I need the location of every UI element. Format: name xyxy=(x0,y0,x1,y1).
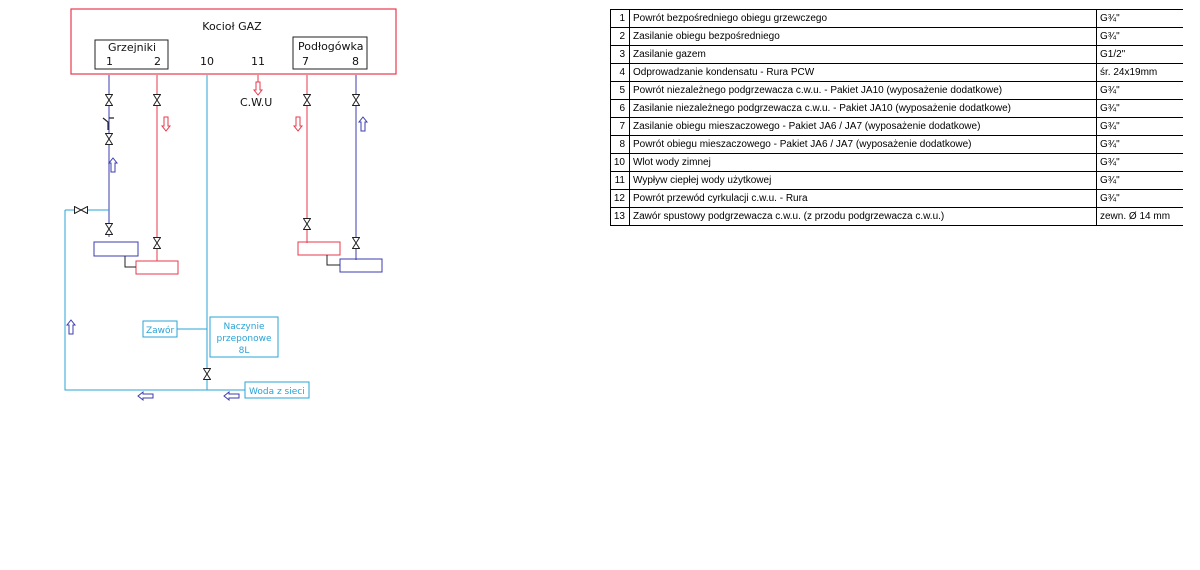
table-row xyxy=(611,190,1184,208)
row-description: Powrót niezależnego podgrzewacza c.w.u. - Pakiet JA10 (wyposażenie dodatkowe) xyxy=(630,82,1097,100)
table-row xyxy=(611,64,1184,82)
valve-icon xyxy=(106,95,113,106)
row-description: Odprowadzanie kondensatu - Rura PCW xyxy=(630,64,1097,82)
row-description: Zasilanie gazem xyxy=(630,46,1097,64)
port-2: 2 xyxy=(154,55,161,68)
row-number: 8 xyxy=(611,136,630,154)
flow-down-arrow-icon xyxy=(294,117,302,131)
table-row xyxy=(611,10,1184,28)
table-row xyxy=(611,208,1184,226)
row-number: 3 xyxy=(611,46,630,64)
row-number: 2 xyxy=(611,28,630,46)
row-number: 4 xyxy=(611,64,630,82)
mains-left-arrow-icon xyxy=(224,392,239,400)
valve-icon xyxy=(304,95,311,106)
loop-left-arrow-icon xyxy=(138,392,153,400)
table-row xyxy=(611,136,1184,154)
table-row xyxy=(611,46,1184,64)
floor-link xyxy=(327,255,340,265)
row-number: 10 xyxy=(611,154,630,172)
mains-water-label: Woda z sieci xyxy=(249,387,305,397)
port-11: 11 xyxy=(251,55,265,68)
row-description: Wlot wody zimnej xyxy=(630,154,1097,172)
table-row xyxy=(611,28,1184,46)
expansion-vessel-line-2: przeponowe xyxy=(216,334,272,344)
floor-return-box xyxy=(340,259,382,272)
row-value: G¾" xyxy=(1097,10,1184,28)
port-7: 7 xyxy=(302,55,309,68)
row-number: 1 xyxy=(611,10,630,28)
row-value: zewn. Ø 14 mm xyxy=(1097,208,1184,226)
floor-heating-label: Podłogówka xyxy=(298,40,364,53)
radiators-label: Grzejniki xyxy=(108,41,157,54)
row-number: 7 xyxy=(611,118,630,136)
valve-icon xyxy=(154,95,161,106)
table-row xyxy=(611,172,1184,190)
radiator-supply-box xyxy=(136,261,178,274)
connections-table xyxy=(610,9,1183,226)
row-description: Zawór spustowy podgrzewacza c.w.u. (z przodu podgrzewacza c.w.u.) xyxy=(630,208,1097,226)
row-value: G¾" xyxy=(1097,172,1184,190)
hot-water-arrow-icon xyxy=(254,82,262,95)
row-value: G¾" xyxy=(1097,136,1184,154)
row-value: G¾" xyxy=(1097,82,1184,100)
loop-up-arrow-icon xyxy=(67,320,75,334)
valve-icon xyxy=(353,95,360,106)
table-row xyxy=(611,154,1184,172)
port-10: 10 xyxy=(200,55,214,68)
expansion-vessel-line-3: 8L xyxy=(238,346,250,356)
row-number: 5 xyxy=(611,82,630,100)
table-row xyxy=(611,100,1184,118)
expansion-vessel-line-1: Naczynie xyxy=(223,322,265,332)
row-description: Powrót obiegu mieszaczowego - Pakiet JA6 / JA7 (wyposażenie dodatkowe) xyxy=(630,136,1097,154)
row-description: Wypływ ciepłej wody użytkowej xyxy=(630,172,1097,190)
row-description: Powrót bezpośredniego obiegu grzewczego xyxy=(630,10,1097,28)
row-description: Powrót przewód cyrkulacji c.w.u. - Rura xyxy=(630,190,1097,208)
radiator-link xyxy=(125,256,136,267)
floor-supply-box xyxy=(298,242,340,255)
valve-label: Zawór xyxy=(146,326,175,336)
row-value: G¾" xyxy=(1097,118,1184,136)
row-description: Zasilanie obiegu bezpośredniego xyxy=(630,28,1097,46)
row-number: 6 xyxy=(611,100,630,118)
hot-water-label: C.W.U xyxy=(240,96,273,109)
row-description: Zasilanie obiegu mieszaczowego - Pakiet JA6 / JA7 (wyposażenie dodatkowe) xyxy=(630,118,1097,136)
row-value: G1/2" xyxy=(1097,46,1184,64)
row-value: G¾" xyxy=(1097,28,1184,46)
radiator-return-box xyxy=(94,242,138,256)
valve-icon xyxy=(154,238,161,249)
flow-down-arrow-icon xyxy=(162,117,170,131)
valve-icon xyxy=(204,369,211,380)
table-row xyxy=(611,118,1184,136)
port-1: 1 xyxy=(106,55,113,68)
row-value: G¾" xyxy=(1097,154,1184,172)
valve-icon xyxy=(106,134,113,145)
valve-icon xyxy=(353,238,360,249)
row-value: śr. 24x19mm xyxy=(1097,64,1184,82)
row-number: 13 xyxy=(611,208,630,226)
valve-icon xyxy=(75,207,88,214)
boiler-title: Kocioł GAZ xyxy=(202,20,262,33)
row-number: 11 xyxy=(611,172,630,190)
row-value: G¾" xyxy=(1097,190,1184,208)
row-value: G¾" xyxy=(1097,100,1184,118)
row-number: 12 xyxy=(611,190,630,208)
valve-icon xyxy=(304,219,311,230)
row-description: Zasilanie niezależnego podgrzewacza c.w.u. - Pakiet JA10 (wyposażenie dodatkowe) xyxy=(630,100,1097,118)
valve-icon xyxy=(106,224,113,235)
flow-up-arrow-icon xyxy=(109,158,117,172)
flow-up-arrow-icon xyxy=(359,117,367,131)
port-8: 8 xyxy=(352,55,359,68)
table-row xyxy=(611,82,1184,100)
